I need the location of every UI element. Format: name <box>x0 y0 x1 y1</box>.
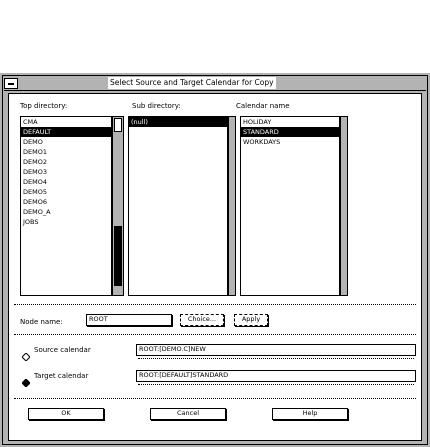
separator-3 <box>14 398 416 399</box>
choice-button[interactable]: Choice... <box>180 314 224 326</box>
calendar-item[interactable]: WORKDAYS <box>243 138 281 146</box>
sub-directory-list[interactable] <box>128 116 228 296</box>
cancel-button[interactable]: Cancel <box>150 408 226 420</box>
node-name-input[interactable]: ROOT <box>86 314 172 326</box>
sub-directory-item[interactable]: (null) <box>129 117 227 127</box>
sub-directory-label: Sub directory: <box>132 102 181 110</box>
calendar-name-list[interactable] <box>240 116 340 296</box>
target-underline <box>138 384 414 385</box>
top-directory-item[interactable]: DEMO_A <box>23 208 51 216</box>
sub-directory-scrollbar[interactable] <box>228 116 236 296</box>
target-calendar-field[interactable]: ROOT:[DEFAULT]STANDARD <box>136 370 416 382</box>
top-directory-item[interactable]: DEFAULT <box>21 127 111 137</box>
source-calendar-field[interactable]: ROOT:[DEMO.C]NEW <box>136 344 416 356</box>
help-button[interactable]: Help <box>272 408 348 420</box>
source-underline <box>138 358 414 359</box>
source-radio-icon[interactable] <box>22 346 30 354</box>
node-name-label: Node name: <box>20 318 63 326</box>
top-directory-item[interactable]: DEMO2 <box>23 158 47 166</box>
calendar-item[interactable]: STANDARD <box>241 127 339 137</box>
top-directory-list[interactable] <box>20 116 112 296</box>
window-menu-icon[interactable] <box>4 78 18 89</box>
top-directory-item[interactable]: DEMO3 <box>23 168 47 176</box>
top-directory-item[interactable]: DEMO1 <box>23 148 47 156</box>
top-directory-scroll-indicator <box>114 226 122 286</box>
top-directory-item[interactable]: DEMO4 <box>23 178 47 186</box>
top-directory-scroll-thumb[interactable] <box>114 118 122 132</box>
target-radio-icon[interactable] <box>22 372 30 380</box>
separator-1 <box>14 304 416 305</box>
top-directory-item[interactable]: DEMO <box>23 138 43 146</box>
window-title: Select Source and Target Calendar for Copy <box>110 78 274 87</box>
target-calendar-label: Target calendar <box>34 372 89 380</box>
calendar-name-label: Calendar name <box>236 102 290 110</box>
top-directory-label: Top directory: <box>20 102 68 110</box>
apply-button[interactable]: Apply <box>234 314 268 326</box>
source-calendar-label: Source calendar <box>34 346 91 354</box>
top-directory-item[interactable]: DEMO5 <box>23 188 47 196</box>
top-directory-item[interactable]: JOBS <box>23 218 39 226</box>
top-directory-item[interactable]: CMA <box>23 118 38 126</box>
top-directory-item[interactable]: DEMO6 <box>23 198 47 206</box>
ok-button[interactable]: OK <box>28 408 104 420</box>
calendar-item[interactable]: HOLIDAY <box>243 118 272 126</box>
separator-2 <box>14 334 416 335</box>
calendar-name-scrollbar[interactable] <box>340 116 348 296</box>
